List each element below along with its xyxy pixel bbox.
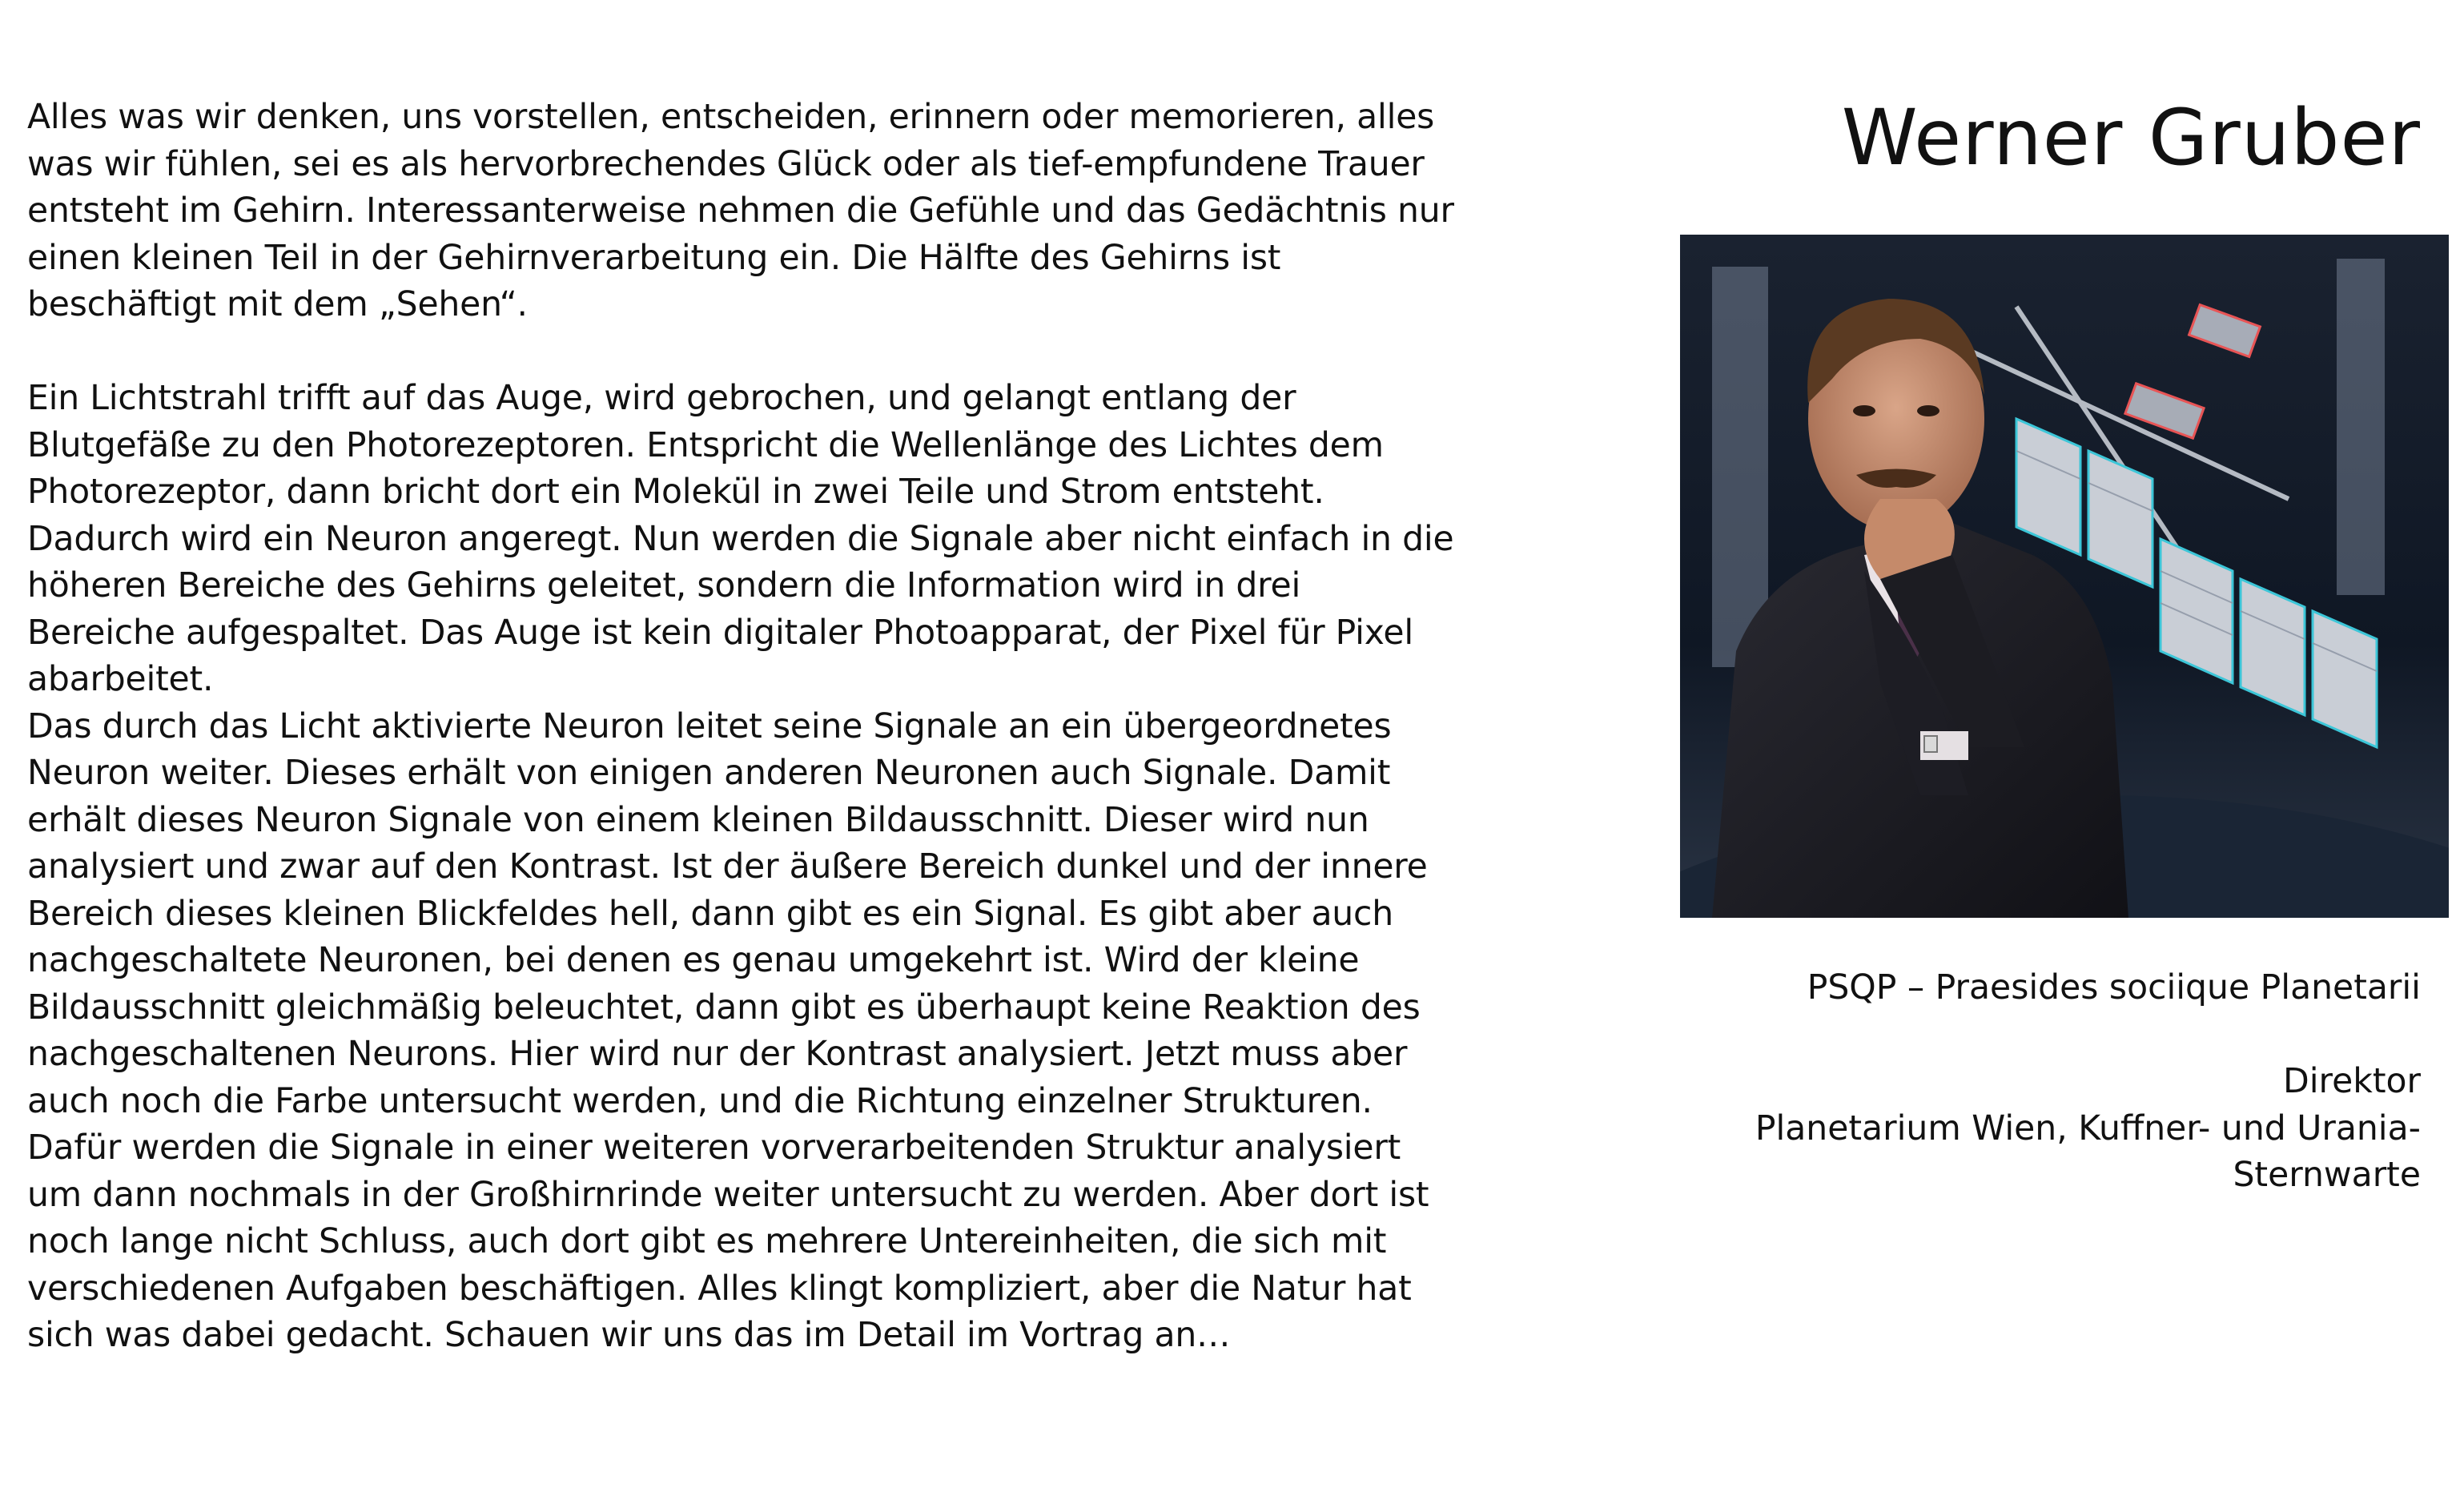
speaker-photo [1680, 235, 2449, 918]
speaker-position [1652, 1059, 2421, 1200]
speaker-institution-line-1: Planetarium Wien, Kuffner- und Urania- [1755, 1108, 2421, 1148]
speaker-title: PSQP – Praesides sociique Planetarii [1807, 968, 2421, 1007]
speaker-role: Direktor [2283, 1062, 2421, 1101]
abstract-paragraph-2: Ein Lichtstrahl trifft auf das Auge, wird gebrochen, und gelangt entlang der Blutgefäße zu den Photorezeptoren. Entspricht die Wellenlänge des Lichtes dem Photorezeptor, dann bricht dort ein Molekül in zwei Teile und Strom entsteht. Dadurch wird ein Neuron angeregt. Nun werden die Signale aber nicht einfach in die höheren Bereiche des Gehirns geleitet, sondern die Information wird in drei Bereiche aufgespaltet. Das Auge ist kein digitaler Photoapparat, der Pixel für Pixel abarbeitet. [27, 379, 1454, 699]
speaker-photo-image [1680, 235, 2449, 918]
paragraph-spacer [27, 329, 1597, 376]
abstract-text [27, 95, 1597, 1360]
speaker-name: Werner Gruber [1841, 93, 2421, 183]
abstract-paragraph-1: Alles was wir denken, uns vorstellen, entscheiden, erinnern oder memorieren, alles was wir fühlen, sei es als hervorbrechendes Glück oder als tief-empfundene Trauer entsteht im Gehirn. Interessanterweise nehmen die Gefühle und das Gedächtnis nur einen kleinen Teil in der Gehirnverarbeitung ein. Die Hälfte des Gehirns ist beschäftigt mit dem „Sehen“. [27, 98, 1454, 324]
speaker-affiliation [1652, 965, 2421, 1012]
speaker-institution-line-2: Sternwarte [2233, 1156, 2421, 1195]
abstract-paragraph-3: Das durch das Licht aktivierte Neuron leitet seine Signale an ein übergeordnetes Neuron weiter. Dieses erhält von einigen anderen Neuronen auch Signale. Damit erhält dieses Neuron Signale von einem kleinen Bildausschnitt. Dieser wird nun analysiert und zwar auf den Kontrast. Ist der äußere Bereich dunkel und der innere Bereich dieses kleinen Blickfeldes hell, dann gibt es ein Signal. Es gibt aber auch nachgeschaltete Neuronen, bei denen es genau umgekehrt ist. Wird der kleine Bildausschnitt gleichmäßig beleuchtet, dann gibt es überhaupt keine Reaktion des nachgeschaltenen Neurons. Hier wird nur der Kontrast analysiert. Jetzt muss aber auch noch die Farbe untersucht werden, und die Richtung einzelner Strukturen. Dafür werden die Signale in einer weiteren vorverarbeitenden Struktur analysiert um dann nochmals in der Großhirnrinde weiter untersucht zu werden. Aber dort ist noch lange nicht Schluss, auch dort gibt es mehrere Untereinheiten, die sich mit verschiedenen Aufgaben beschäftigen. Alles klingt kompliziert, aber die Natur hat sich was dabei gedacht. Schauen wir uns das im Detail im Vortrag an… [27, 706, 1429, 1355]
